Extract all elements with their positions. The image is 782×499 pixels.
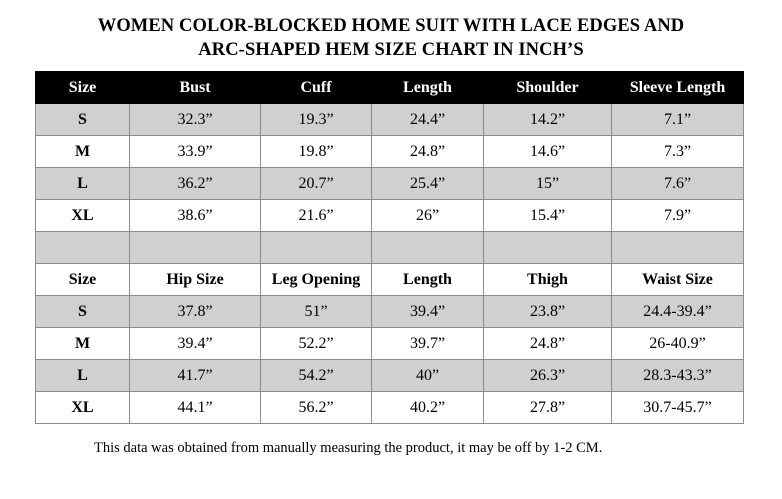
table-cell: 51”: [261, 296, 372, 328]
empty-cell: [484, 232, 612, 264]
bottom-header-row: [36, 264, 744, 296]
table-row: [36, 392, 744, 424]
table-row: [36, 168, 744, 200]
table-cell: 27.8”: [484, 392, 612, 424]
table-cell: 7.9”: [612, 200, 744, 232]
table-cell: 19.3”: [261, 104, 372, 136]
table-row: [36, 328, 744, 360]
table-cell: 24.4-39.4”: [612, 296, 744, 328]
empty-cell: [612, 232, 744, 264]
top-header-cell: Size: [36, 72, 130, 104]
table-cell: 54.2”: [261, 360, 372, 392]
table-cell: 32.3”: [130, 104, 261, 136]
size-cell: S: [36, 104, 130, 136]
title-line-1: WOMEN COLOR-BLOCKED HOME SUIT WITH LACE EDGES AND: [97, 16, 685, 36]
table-row: [36, 104, 744, 136]
table-cell: 37.8”: [130, 296, 261, 328]
table-cell: 21.6”: [261, 200, 372, 232]
table-cell: 33.9”: [130, 136, 261, 168]
table-cell: 23.8”: [484, 296, 612, 328]
table-cell: 52.2”: [261, 328, 372, 360]
table-cell: 25.4”: [372, 168, 484, 200]
empty-cell: [261, 232, 372, 264]
table-cell: 26”: [372, 200, 484, 232]
bottom-header-cell: Waist Size: [612, 264, 744, 296]
table-cell: 7.1”: [612, 104, 744, 136]
table-row: [36, 200, 744, 232]
top-header-row: [36, 72, 744, 104]
top-header-cell: Length: [372, 72, 484, 104]
bottom-header-cell: Thigh: [484, 264, 612, 296]
table-cell: 30.7-45.7”: [612, 392, 744, 424]
table-cell: 36.2”: [130, 168, 261, 200]
empty-cell: [36, 232, 130, 264]
size-cell: M: [36, 328, 130, 360]
bottom-header-cell: Leg Opening: [261, 264, 372, 296]
bottom-header-cell: Hip Size: [130, 264, 261, 296]
chart-title: [0, 14, 782, 62]
table-cell: 15.4”: [484, 200, 612, 232]
size-cell: L: [36, 360, 130, 392]
top-header-cell: Cuff: [261, 72, 372, 104]
measurement-note: This data was obtained from manually measuring the product, it may be off by 1-2 CM.: [94, 440, 603, 456]
top-header-cell: Bust: [130, 72, 261, 104]
top-header-cell: Shoulder: [484, 72, 612, 104]
table-cell: 26-40.9”: [612, 328, 744, 360]
table-cell: 28.3-43.3”: [612, 360, 744, 392]
table-cell: 24.8”: [484, 328, 612, 360]
table-cell: 39.7”: [372, 328, 484, 360]
spacer-row: [36, 232, 744, 264]
size-cell: XL: [36, 392, 130, 424]
empty-cell: [372, 232, 484, 264]
table-cell: 14.2”: [484, 104, 612, 136]
table-row: [36, 136, 744, 168]
bottom-header-cell: Length: [372, 264, 484, 296]
table-cell: 20.7”: [261, 168, 372, 200]
table-cell: 38.6”: [130, 200, 261, 232]
table-row: [36, 360, 744, 392]
title-line-2: ARC-SHAPED HEM SIZE CHART IN INCH’S: [198, 40, 584, 60]
table-cell: 40.2”: [372, 392, 484, 424]
table-cell: 39.4”: [130, 328, 261, 360]
size-chart-table: [35, 71, 744, 424]
table-cell: 56.2”: [261, 392, 372, 424]
table-cell: 7.3”: [612, 136, 744, 168]
table-cell: 26.3”: [484, 360, 612, 392]
table-cell: 40”: [372, 360, 484, 392]
table-row: [36, 296, 744, 328]
table-cell: 41.7”: [130, 360, 261, 392]
table-cell: 15”: [484, 168, 612, 200]
table-cell: 19.8”: [261, 136, 372, 168]
table-cell: 14.6”: [484, 136, 612, 168]
table-cell: 24.4”: [372, 104, 484, 136]
size-cell: L: [36, 168, 130, 200]
size-cell: M: [36, 136, 130, 168]
size-cell: S: [36, 296, 130, 328]
table-cell: 39.4”: [372, 296, 484, 328]
bottom-header-cell: Size: [36, 264, 130, 296]
table-cell: 7.6”: [612, 168, 744, 200]
table-cell: 44.1”: [130, 392, 261, 424]
top-header-cell: Sleeve Length: [612, 72, 744, 104]
table-cell: 24.8”: [372, 136, 484, 168]
size-cell: XL: [36, 200, 130, 232]
empty-cell: [130, 232, 261, 264]
